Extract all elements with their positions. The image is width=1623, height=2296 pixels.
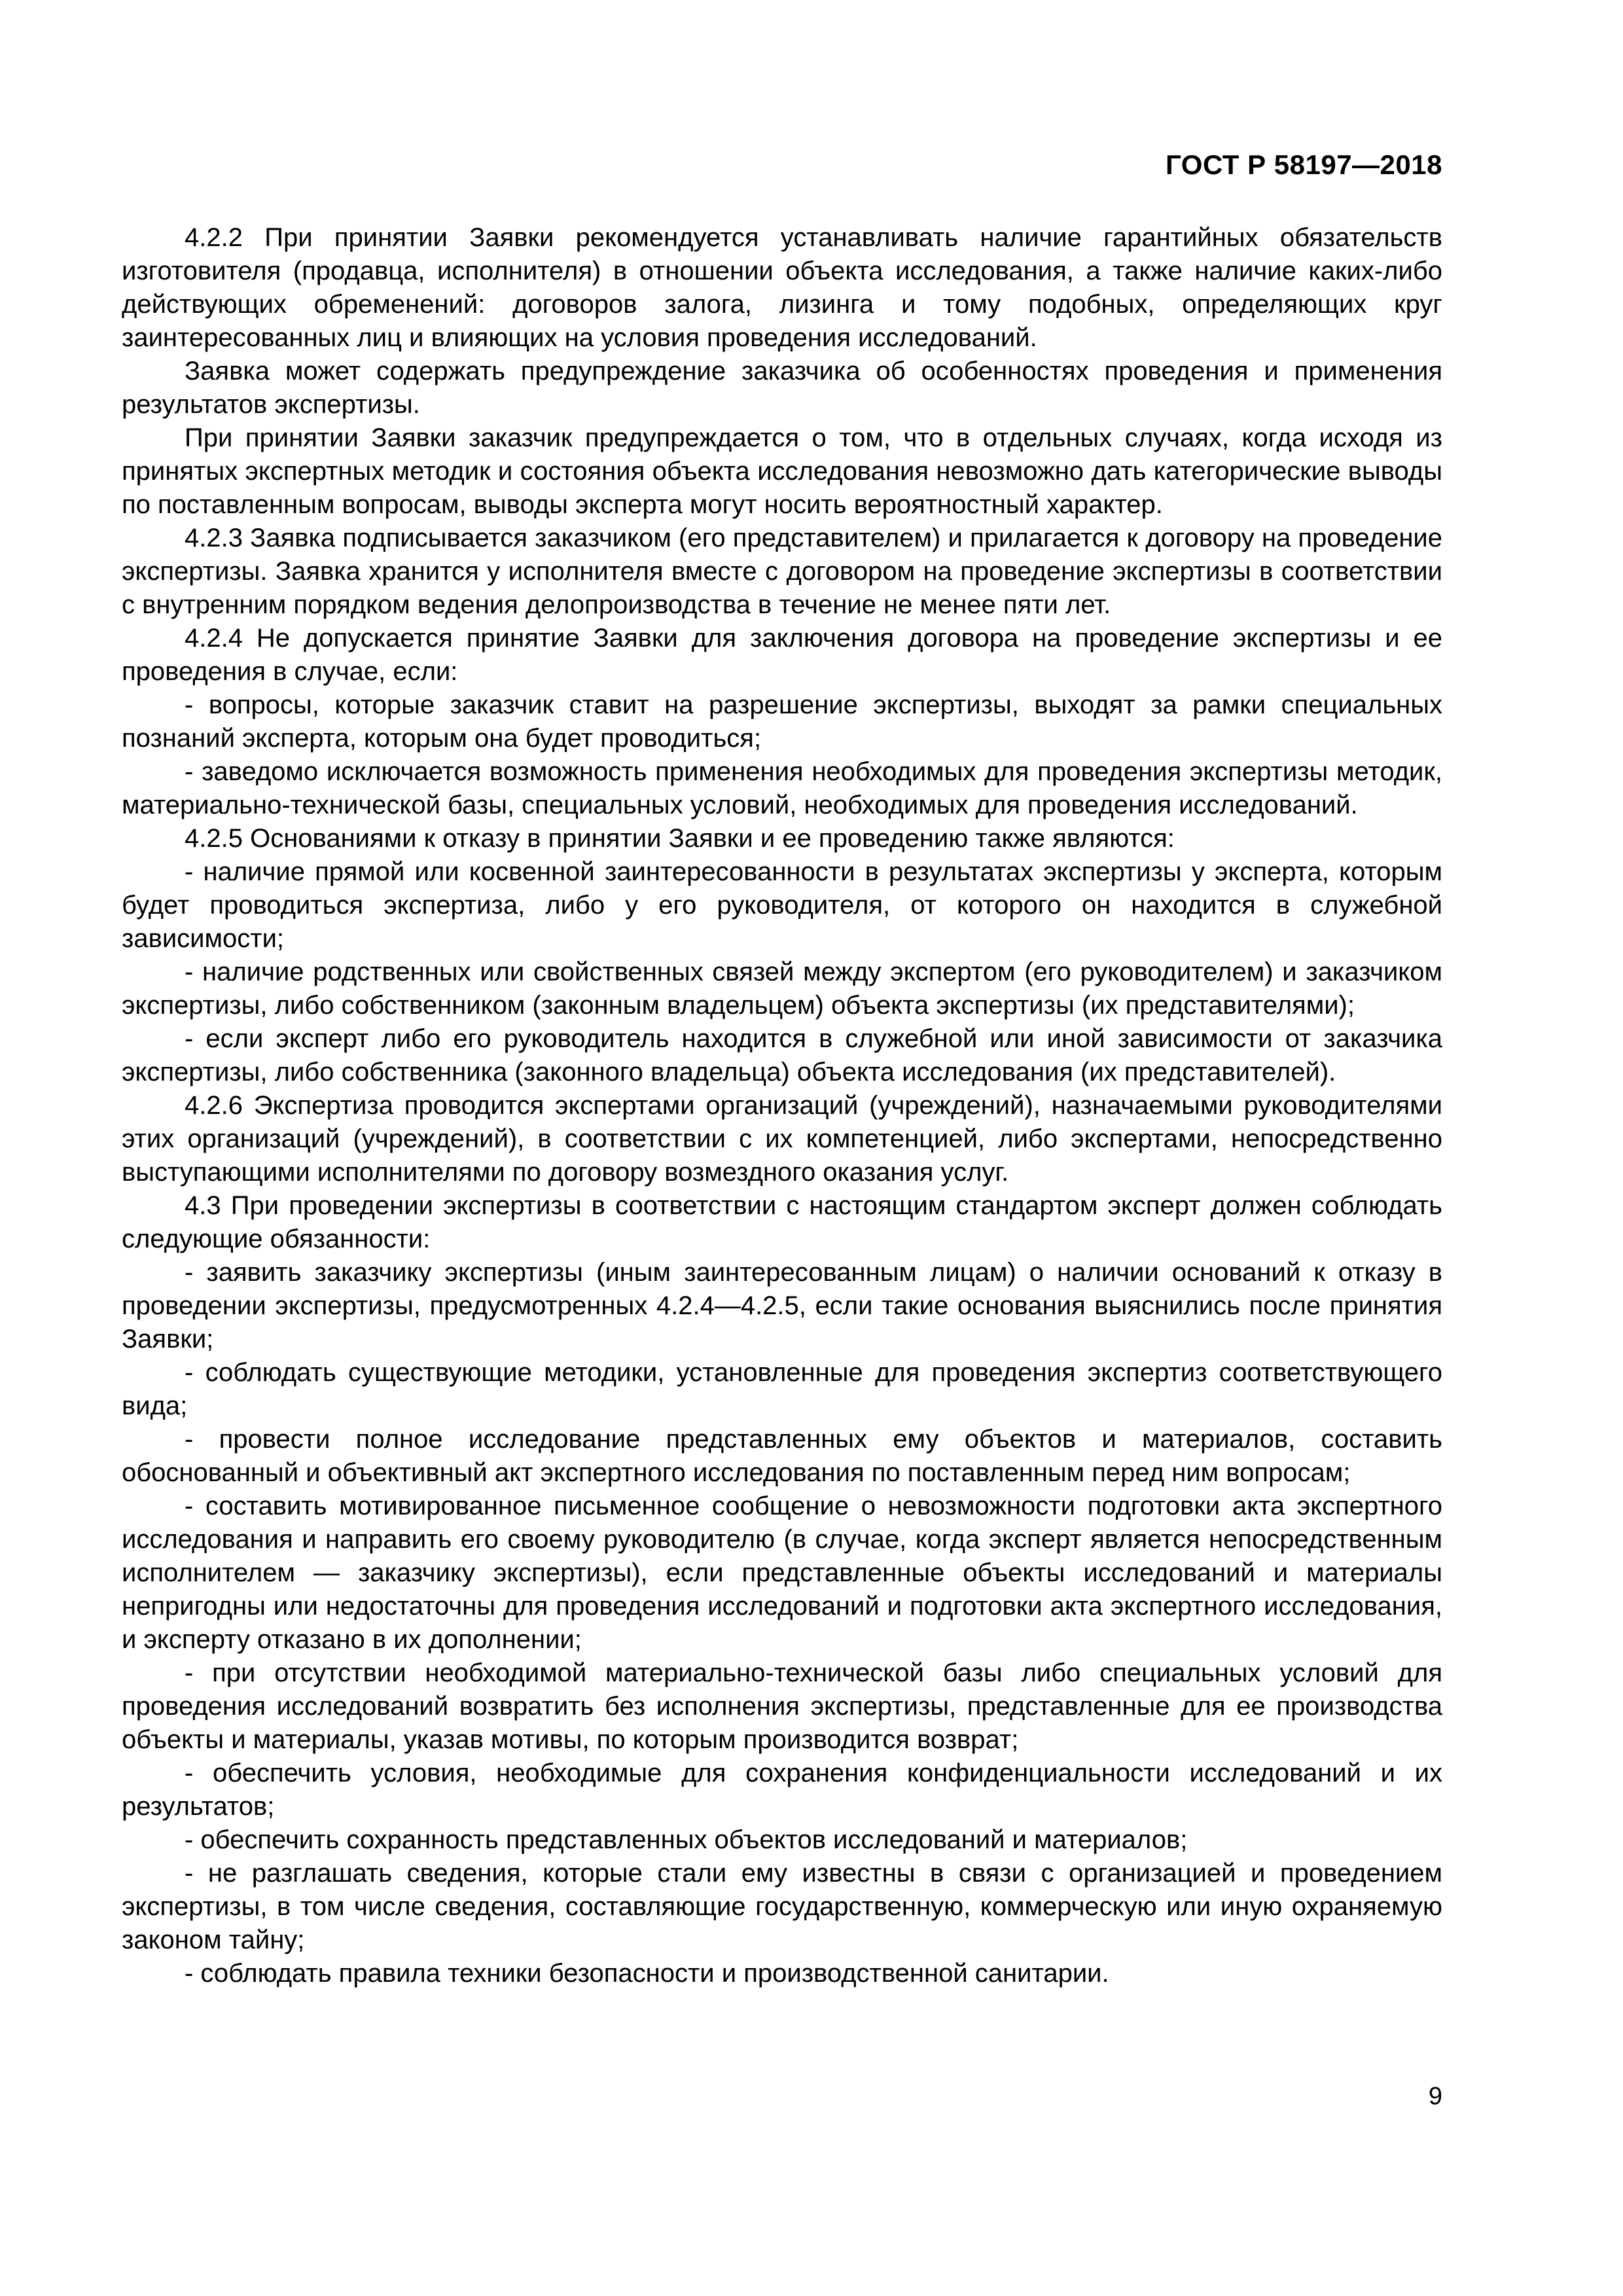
list-item: - составить мотивированное письменное сообщение о невозможности подготовки акта экспертного исследования и направить его своему руководителю (в случае, когда эксперт является непосредственным исполнителем — заказчику экспертизы), если представленные объекты исследований и материалы непригодны или недостаточны для проведения исследований и подготовки акта экспертного исследования, и эксперту отказано в их дополнении; bbox=[122, 1492, 1442, 1654]
page-number: 9 bbox=[1428, 2083, 1442, 2110]
paragraph-warning: Заявка может содержать предупреждение заказчика об особенностях проведения и применения результатов экспертизы. bbox=[122, 357, 1442, 419]
list-item: - заявить заказчику экспертизы (иным заинтересованным лицам) о наличии оснований к отказу в проведении экспертизы, предусмотренных 4.2.4—4.2.5, если такие основания выяснились после принятия Заявки; bbox=[122, 1258, 1442, 1354]
list-item: - при отсутствии необходимой материально-технической базы либо специальных условий для проведения исследований возвратить без исполнения экспертизы, представленные для ее производства объекты и материалы, указав мотивы, по которым производится возврат; bbox=[122, 1659, 1442, 1754]
list-item: - обеспечить сохранность представленных объектов исследований и материалов; bbox=[185, 1825, 1188, 1854]
paragraph-4-3: 4.3 При проведении экспертизы в соответствии с настоящим стандартом эксперт должен соблюдать следующие обязанности: bbox=[122, 1191, 1442, 1253]
list-item: - обеспечить условия, необходимые для сохранения конфиденциальности исследований и их результатов; bbox=[122, 1759, 1442, 1821]
paragraph-4-2-3: 4.2.3 Заявка подписывается заказчиком (его представителем) и прилагается к договору на проведение экспертизы. Заявка хранится у исполнителя вместе с договором на проведение экспертизы в соответствии с внутренним порядком ведения делопроизводства в течение не менее пяти лет. bbox=[122, 524, 1442, 619]
list-item: - вопросы, которые заказчик ставит на разрешение экспертизы, выходят за рамки специальных познаний эксперта, которым она будет проводиться; bbox=[122, 691, 1442, 753]
list-item: - заведомо исключается возможность применения необходимых для проведения экспертизы методик, материально-технической базы, специальных условий, необходимых для проведения исследований. bbox=[122, 757, 1442, 819]
list-item: - соблюдать существующие методики, установленные для проведения экспертиз соответствующего вида; bbox=[122, 1358, 1442, 1420]
paragraph-4-2-5: 4.2.5 Основаниями к отказу в принятии Заявки и ее проведению также являются: bbox=[185, 824, 1175, 853]
document-header: ГОСТ Р 58197—2018 bbox=[1166, 149, 1442, 180]
list-item: - наличие прямой или косвенной заинтересованности в результатах экспертизы у эксперта, которым будет проводиться экспертиза, либо у его руководителя, от которого он находится в служебной зависимости; bbox=[122, 857, 1442, 953]
paragraph-4-2-6: 4.2.6 Экспертиза проводится экспертами организаций (учреждений), назначаемыми руководителями этих организаций (учреждений), в соответствии с их компетенцией, либо экспертами, непосредственно выступающими исполнителями по договору возмездного оказания услуг. bbox=[122, 1091, 1442, 1187]
list-item: - провести полное исследование представленных ему объектов и материалов, составить обоснованный и объективный акт экспертного исследования по поставленным перед ним вопросам; bbox=[122, 1425, 1442, 1487]
list-item: - не разглашать сведения, которые стали ему известны в связи с организацией и проведением экспертизы, в том числе сведения, составляющие государственную, коммерческую или иную охраняемую законом тайну; bbox=[122, 1859, 1442, 1954]
paragraph-probabilistic: При принятии Заявки заказчик предупреждается о том, что в отдельных случаях, когда исходя из принятых экспертных методик и состояния объекта исследования невозможно дать категорические выводы по поставленным вопросам, выводы эксперта могут носить вероятностный характер. bbox=[122, 423, 1442, 519]
list-item: - если эксперт либо его руководитель находится в служебной или иной зависимости от заказчика экспертизы, либо собственника (законного владельца) объекта исследования (их представителей). bbox=[122, 1024, 1442, 1086]
paragraph-4-2-2: 4.2.2 При принятии Заявки рекомендуется устанавливать наличие гарантийных обязательств изготовителя (продавца, исполнителя) в отношении объекта исследования, а также наличие каких-либо действующих обременений: договоров залога, лизинга и тому подобных, определяющих круг заинтересованных лиц и влияющих на условия проведения исследований. bbox=[122, 223, 1442, 352]
list-item: - соблюдать правила техники безопасности и производственной санитарии. bbox=[185, 1959, 1109, 1988]
paragraph-4-2-4: 4.2.4 Не допускается принятие Заявки для заключения договора на проведение экспертизы и ее проведения в случае, если: bbox=[122, 624, 1442, 686]
list-item: - наличие родственных или свойственных связей между экспертом (его руководителем) и заказчиком экспертизы, либо собственником (законным владельцем) объекта экспертизы (их представителями); bbox=[122, 958, 1442, 1020]
document-body bbox=[122, 221, 1442, 1990]
